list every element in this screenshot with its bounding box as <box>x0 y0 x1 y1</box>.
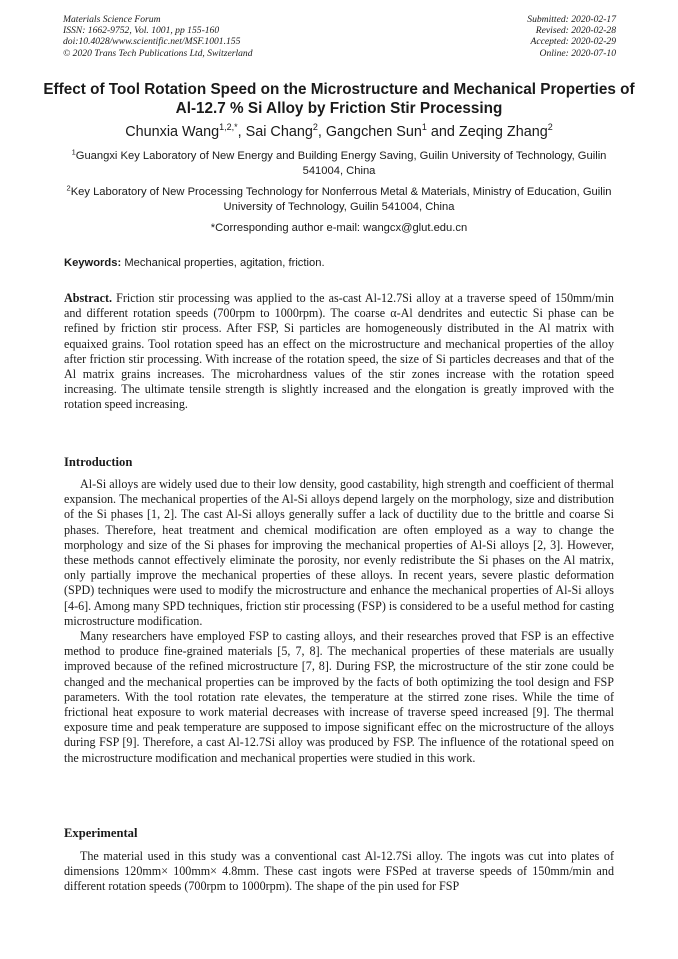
paper-title: Effect of Tool Rotation Speed on the Microstructure and Mechanical Properties of Al-12.7 % Si Alloy by Friction Stir Processing <box>43 81 635 117</box>
affiliation-mark: 2 <box>66 183 71 193</box>
affiliation-2 <box>60 185 618 215</box>
paragraph: Many researchers have employed FSP to casting alloys, and their researches proved that FSP is an effective method to produce fine-grained materials [5, 7, 8]. The mechanical properties of these materials are usually improved because of the refined microstructure [7, 8]. During FSP, the microstructure of the stir zone could be changed and the mechanical properties can be improved by the facts of both optimizing the tool design and FSP parameters. With the tool rotation rate elevates, the temperature at the stirred zone rises. While the time of frictional heat exposure to work material decreases with increase of traverse speed increased [9]. The thermal exposure time and peak temperature are supposed to impose significant effec on the microstructure of the alloys during FSP [9]. Therefore, a cast Al-12.7Si alloy was produced by FSP. The influence of the rotational speed on the microstructure modification and mechanical properties were studied in this work. <box>64 629 614 765</box>
affiliation-text: Key Laboratory of New Processing Technology for Nonferrous Metal & Materials, Ministry of Education, Guilin University of Technology, Guilin 541004, China <box>70 186 612 213</box>
keywords-text: Mechanical properties, agitation, friction. <box>124 257 325 269</box>
author-name: Zeqing Zhang <box>458 124 548 140</box>
accepted-date: Accepted: 2020-02-29 <box>530 36 616 48</box>
issn-line: ISSN: 1662-9752, Vol. 1001, pp 155-160 <box>63 25 220 37</box>
abstract-text: Friction stir processing was applied to the as-cast Al-12.7Si alloy at a traverse speed of 150mm/min and different rotation speeds (700rpm to 1000rpm). The coarse α-Al dendrites and eutectic Si phase can be refined by friction stir process. After FSP, Si particles are homogeneously distributed in the Al matrix with equaixed grains. Tool rotation speed has an effect on the microstructure and mechanical properties of the alloy after friction stir processing. With increase of the rotation speed, the size of Si particles decreases and that of the Al matrix grains increases. The microhardness values of the stir zones increase with the rotation speed increasing. The ultimate tensile strength is slightly increased and the elongation is greatly improved with the rotation speed increasing. <box>64 291 614 412</box>
author-affiliation-mark: 1 <box>421 122 427 133</box>
author-name: Gangchen Sun <box>325 124 422 140</box>
abstract <box>64 291 614 413</box>
author-name: Sai Chang <box>245 124 313 140</box>
author-list: Chunxia Wang$^{1,2,*}$, Sai Chang$^2$, Gangchen Sun$^1$ and Zeqing Zhang$^2$ <box>125 122 553 140</box>
introduction-body <box>64 477 614 766</box>
submitted-date: Submitted: 2020-02-17 <box>527 14 616 25</box>
experimental-body <box>64 849 614 895</box>
author-conjunction: and <box>430 124 455 140</box>
author-affiliation-mark: 2 <box>547 122 553 133</box>
keywords-label: Keywords: <box>64 257 122 269</box>
online-date: Online: 2020-07-10 <box>539 47 616 59</box>
dates-header <box>527 14 616 59</box>
journal-header <box>63 14 253 59</box>
corresponding-author: *Corresponding author e-mail: wangcx@glut.edu.cn <box>210 222 468 234</box>
doi-line: doi:10.4028/www.scientific.net/MSF.1001.155 <box>63 36 241 48</box>
affiliation-1 <box>70 149 608 179</box>
journal-name: Materials Science Forum <box>63 14 161 25</box>
author-affiliation-mark: 2 <box>312 122 318 133</box>
author-name: Chunxia Wang <box>125 124 220 140</box>
abstract-label: Abstract. <box>64 291 113 305</box>
paragraph: Al-Si alloys are widely used due to their low density, good castability, high strength and coefficient of thermal expansion. The mechanical properties of the Al-Si alloys depend largely on the morphology, size and distribution of the Si phases [1, 2]. The cast Al-Si alloys generally suffer a lack of ductility due to the brittle and coarse Si phases. Therefore, heat treatment and chemical modification are often employed as a way to change the morphology and size of the Si phases for improving the mechanical properties of Al-Si alloys [2, 3]. However, these methods cannot effectively eliminate the porosity, nor evenly redistribute the Si phases on the Al matrix, only partially improve the mechanical properties of these alloys. In recent years, severe plastic deformation (SPD) techniques were used to modify the microstructure and enhance the mechanical properties of Al-Si alloys [4-6]. Among many SPD techniques, friction stir processing (FSP) is considered to be a useful method for casting microstructure modification. <box>64 477 614 628</box>
experimental-heading: Experimental <box>64 826 138 840</box>
paragraph: The material used in this study was a conventional cast Al-12.7Si alloy. The ingots was cut into plates of dimensions 120mm× 100mm× 4.8mm. These cast ingots were FSPed at traverse speeds of 150mm/min and different rotation speeds (700rpm to 1000rpm). The shape of the pin used for FSP <box>64 849 614 894</box>
revised-date: Revised: 2020-02-28 <box>535 25 616 37</box>
affiliation-mark: 1 <box>71 147 76 157</box>
introduction-heading: Introduction <box>64 455 133 469</box>
copyright-line: © 2020 Trans Tech Publications Ltd, Switzerland <box>63 47 253 59</box>
author-affiliation-mark: 1,2,* <box>219 122 238 133</box>
affiliation-text: Guangxi Key Laboratory of New Energy and Building Energy Saving, Guilin University of Technology, Guilin 541004, China <box>75 150 607 177</box>
keywords <box>64 256 325 271</box>
